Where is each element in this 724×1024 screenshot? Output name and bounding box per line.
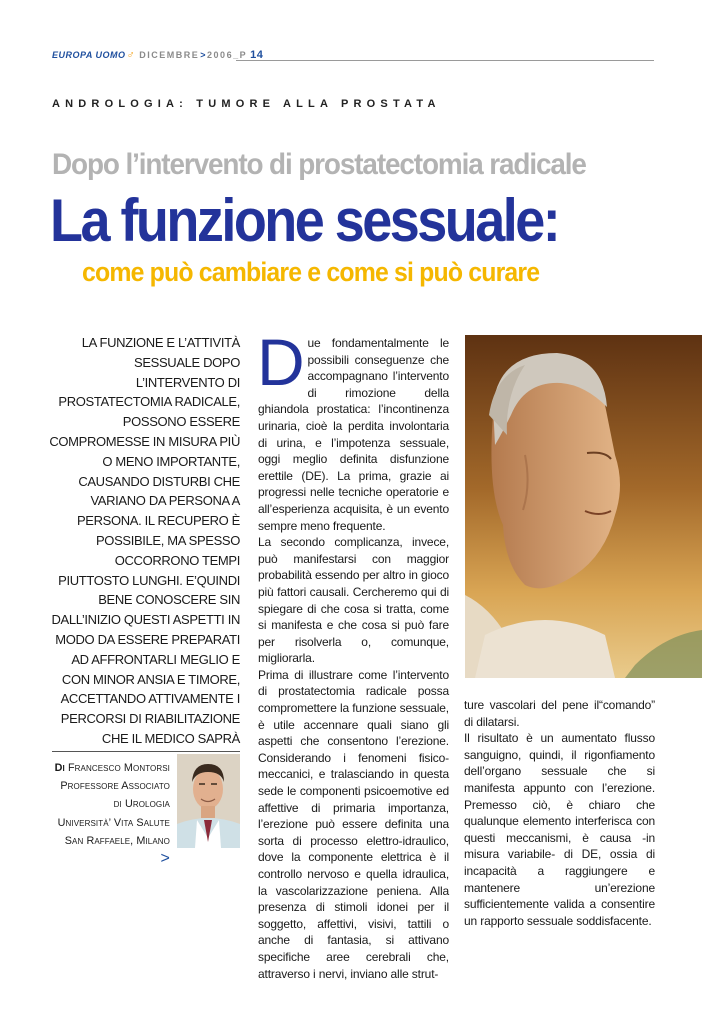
- author-byline: [52, 759, 170, 868]
- author-location: San Raffaele, Milano: [64, 834, 170, 847]
- author-department: di Urologia: [113, 798, 170, 811]
- header-rule: [236, 60, 654, 61]
- body-column-2: [464, 697, 655, 929]
- author-university: Università’ Vita Salute: [57, 816, 170, 829]
- drop-cap: D: [257, 325, 305, 399]
- article-photo: [465, 335, 702, 678]
- byline-prefix: Di: [54, 762, 65, 774]
- chevron-right-icon: >: [200, 50, 207, 60]
- body-paragraph: ue fondamentalmente le possibili conseguenze che accompagnano l’intervento di rimozione della ghiandola prostatica: l’incontinenza urinaria, cioè la perdita involontaria di urina, e l’impotenza sessuale, oggi meglio definita disfunzione erettile (DE). La prima, grazie ai progressi nelle tecniche operatorie e all’esperienza acquisita, è un evento sempre meno frequente.: [258, 336, 449, 533]
- running-header: [52, 47, 263, 63]
- body-paragraph: ture vascolari del pene il“comando” di dilatarsi.: [464, 698, 655, 729]
- body-paragraph: La secondo complicanza, invece, può manifestarsi con maggior probabilità essendo per altro in gioco più fattori causali. Cercheremo qui di spiegare di che cosa si tratta, come si manifesta e che cosa si può fare per risolverla o, comunque, migliorarla.: [258, 535, 449, 666]
- issue-month: DICEMBRE: [139, 50, 200, 60]
- byline-rule: [52, 751, 240, 752]
- author-photo: [177, 754, 240, 848]
- continue-arrow-icon: >: [160, 850, 170, 868]
- standfirst: LA FUNZIONE E L’ATTIVITÀ SESSUALE DOPO L’INTERVENTO DI PROSTATECTOMIA RADICALE, POSSONO ESSERE COMPROMESSE IN MISURA PIÙ O MENO IMPORTANTE, CAUSANDO DISTURBI CHE VARIANO DA PERSONA A PERSONA. IL RECUPERO È POSSIBILE, MA SPESSO OCCORRONO TEMPI PIUTTOSTO LUNGHI. E’QUINDI BENE CONOSCERE SIN DALL’INIZIO QUESTI ASPETTI IN MODO DA ESSERE PREPARATI AD AFFRONTARLI MEGLIO E CON MINOR ANSIA E TIMORE, ACCETTANDO ATTIVAMENTE I PERCORSI DI RIABILITAZIONE CHE IL MEDICO SAPRÀ: [49, 335, 240, 746]
- body-paragraph: Prima di illustrare come l’intervento di prostatectomia radicale possa compromettere la funzione sessuale, è utile accennare quali siano gli aspetti che consentono l’erezione. Considerando i fenomeni fisico-meccanici, e tralasciando in questa sede le componenti psicoemotive ed affettive di primaria importanza, l’erezione può essere definita una sorta di processo elettro-idraulico, dove la componente elettrica è il controllo nervoso e quella idraulica, la vascolarizzazione peniena. Alla presenza di stimoli idonei per il soggetto, affettivi, visivi, tattili o anche di fantasia, si attivano specifiche aree cerebrali che, attraverso i nervi, inviano alle strut-: [258, 667, 449, 981]
- body-column-1: [257, 325, 449, 982]
- page-number: 14: [250, 49, 264, 61]
- article-subtitle: come può cambiare e come si può curare: [82, 257, 540, 287]
- body-paragraph: Il risultato è un aumentato flusso sanguigno, quindi, il rigonfiamento dell’organo sessuale che si manifesta appunto con l’erezione. Premesso ciò, è chiaro che qualunque elemento interferisca con questi meccanismi, è causa -in misura variabile- di DE, ossia di incapacità a raggiungere e mantenere un’erezione sufficientemente valida a consentire un rapporto sessuale soddisfacente.: [464, 731, 655, 928]
- article-title: La funzione sessuale:: [50, 187, 559, 254]
- author-role: Professore Associato: [60, 780, 170, 793]
- author-name: Francesco Montorsi: [67, 762, 170, 774]
- issue-year-page: 2006_P: [207, 50, 248, 60]
- section-kicker: ANDROLOGIA: TUMORE ALLA PROSTATA: [52, 98, 441, 110]
- magazine-name: EUROPA UOMO: [52, 50, 126, 60]
- title-overline: Dopo l’intervento di prostatectomia radicale: [52, 148, 586, 181]
- male-symbol-icon: ♂: [126, 49, 136, 61]
